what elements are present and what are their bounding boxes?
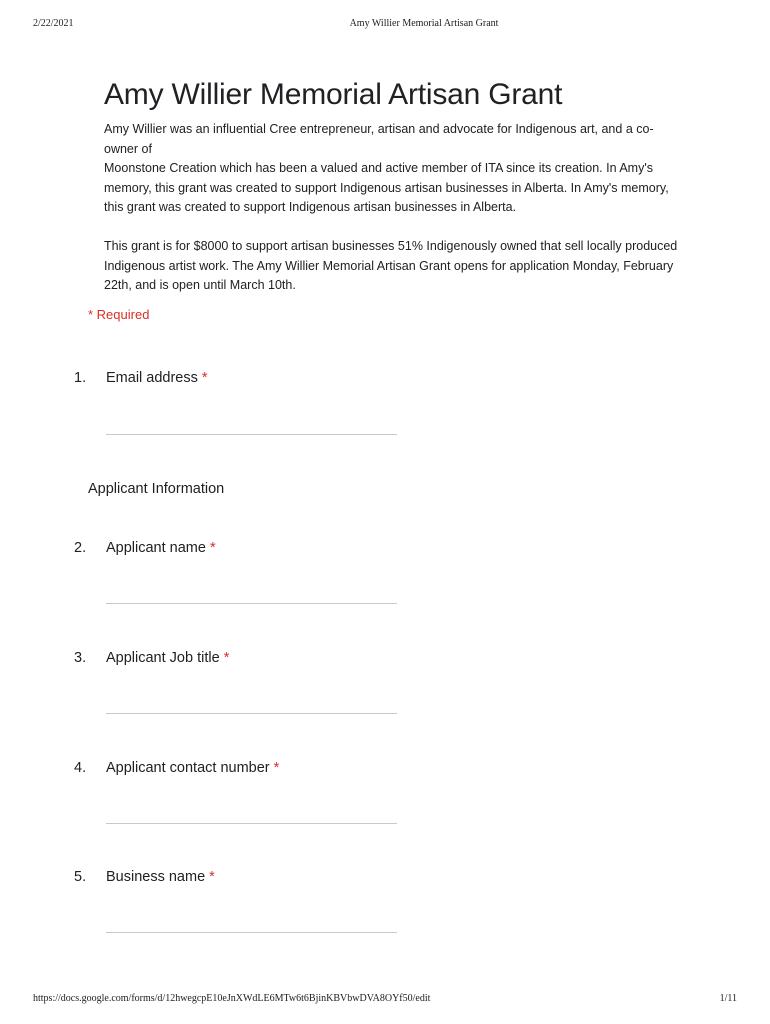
question-label-text: Applicant contact number [106,760,270,776]
question-label [106,650,229,666]
print-page-number: 1/11 [719,993,737,1004]
form-title: Amy Willier Memorial Artisan Grant [104,78,563,111]
section-title: Applicant Information [88,481,225,497]
form-description [104,120,679,296]
applicant-job-title-input[interactable] [106,693,397,714]
print-header-title: Amy Willier Memorial Artisan Grant [349,18,499,29]
question-label [106,370,208,386]
question-label [106,540,216,556]
description-line: Amy Willier was an influential Cree entrepreneur, artisan and advocate for Indigenous art, and a co-owner of [104,122,654,156]
required-star: * [209,869,215,885]
question-number: 3. [74,650,87,666]
required-note: * Required [88,307,150,322]
question-number: 1. [74,370,87,386]
question-label-text: Applicant name [106,540,206,556]
required-star: * [201,370,208,386]
required-star: * [223,650,230,666]
required-star: * [209,540,216,556]
question-label-text: Business name [106,869,206,885]
business-name-input[interactable] [106,912,397,933]
required-star: * [273,760,280,776]
applicant-contact-number-input[interactable] [106,803,397,824]
question-number: 2. [74,540,87,556]
print-footer-url: https://docs.google.com/forms/d/12hwegcpE10eJnXWdLE6MTw6t6BjinKBVbwDVA8OYf50/edit [33,993,431,1004]
applicant-name-input[interactable] [106,583,397,604]
print-date: 2/22/2021 [33,18,74,29]
question-label [106,869,215,885]
description-paragraph: This grant is for $8000 to support artisan businesses 51% Indigenously owned that sell locally produced Indigenous artist work. The Amy Willier Memorial Artisan Grant opens for application Monday, February 22th, and is open until March 10th. [104,239,678,292]
question-number: 5. [74,869,87,885]
question-label-text: Email address [106,370,198,386]
description-paragraph: Moonstone Creation which has been a valued and active member of ITA since its creation. In Amy's memory, this grant was created to support Indigenous artisan businesses in Alberta. In Amy's memory, this grant was created to support Indigenous artisan businesses in Alberta. [104,161,669,214]
question-label-text: Applicant Job title [106,650,220,666]
question-label [106,760,279,776]
email-input[interactable] [106,414,397,435]
question-number: 4. [74,760,87,776]
